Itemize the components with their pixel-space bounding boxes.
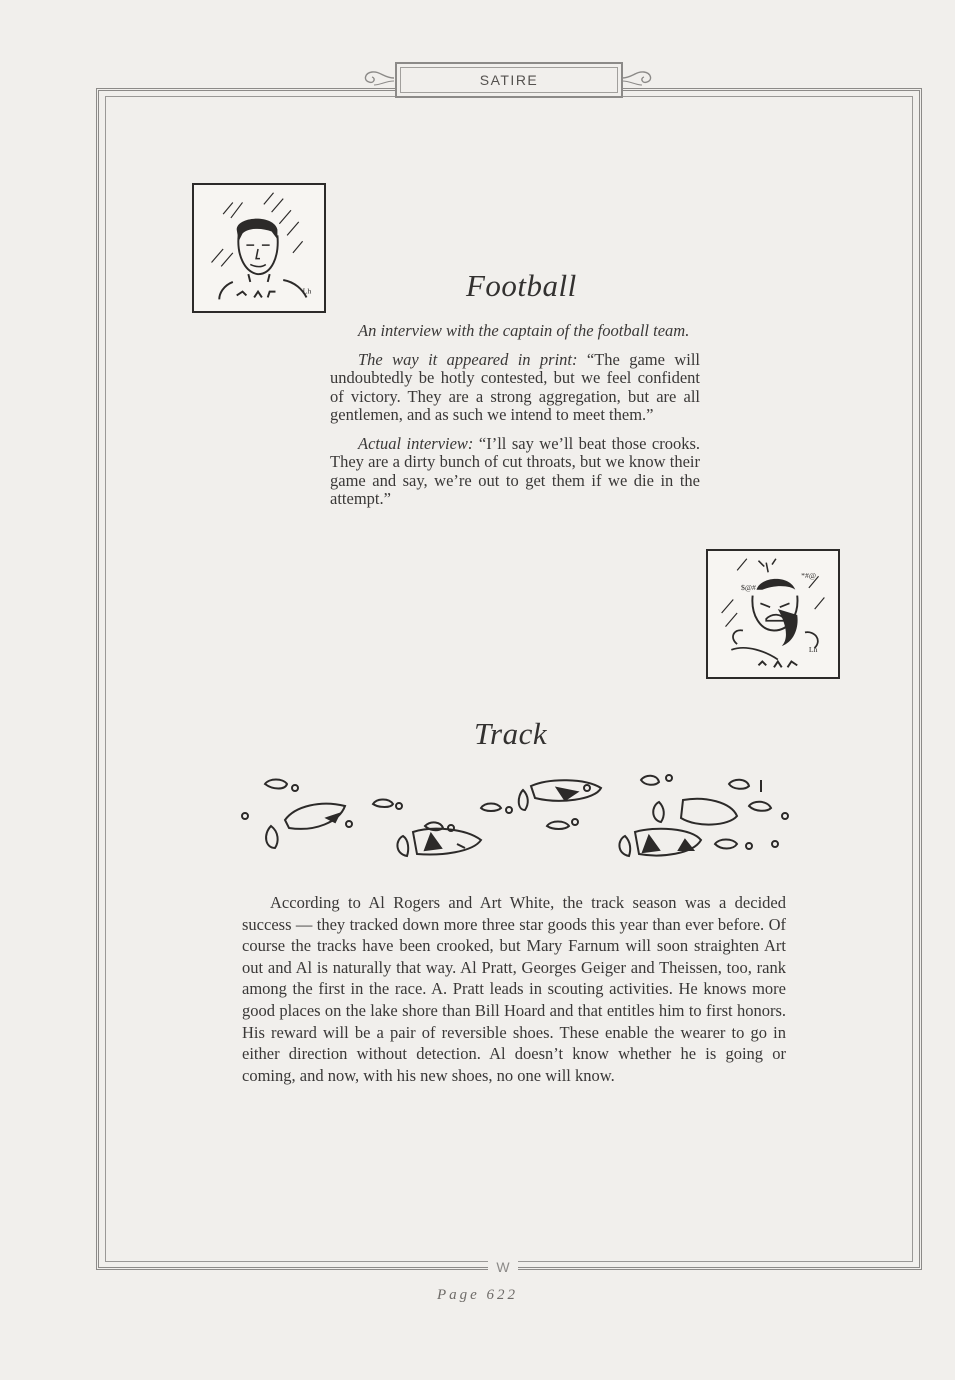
track-heading: Track [474, 716, 548, 751]
football-heading: Football [466, 268, 577, 303]
svg-text:$@#: $@# [741, 582, 756, 592]
section-header-label: SATIRE [479, 72, 539, 88]
footprint [265, 780, 287, 789]
section-header-plate [395, 62, 623, 98]
angry-captain-cartoon [706, 549, 840, 679]
football-column [330, 322, 700, 519]
header-scroll-ornament-right [622, 68, 658, 88]
football-captain-cartoon [192, 183, 326, 313]
svg-text:Lh: Lh [302, 286, 312, 296]
footprints-illustration [235, 770, 795, 865]
football-actual-quote: “I’ll say we’ll beat those crooks. They are a dirty bunch of cut throats, but we know their game and say, we’re out to get them if we die in the attempt.” [330, 433, 701, 508]
football-actual-paragraph [330, 435, 700, 509]
svg-text:*#@: *#@ [801, 571, 816, 581]
football-print-lead: The way it appeared in print: [358, 349, 578, 369]
bottom-border-ornament: W [488, 1258, 518, 1276]
football-actual-lead: Actual interview: [358, 433, 474, 453]
track-body-paragraph: According to Al Rogers and Art White, the track season was a decided success — they tracked down more three star goods this year than ever before. Of course the tracks have been crooked, but Mary Farnum will soon straighten Art out and Al is naturally that way. Al Pratt, Georges Geiger and Theissen, too, rank among the first in the race. A. Pratt leads in scouting activities. He knows more good places on the lake shore than Bill Hoard and that entitles him to first honors. His reward will be a pair of reversible shoes. These enable the wearer to go in either direction without detection. Al doesn’t know whether he is going or coming, and now, with his new shoes, no one will know. [242, 893, 786, 1085]
football-print-quote: “The game will undoubtedly be hotly contested, but we feel confident of victory. They are a strong aggregation, but are all gentlemen, and as such we intend to meet them.” [330, 349, 700, 424]
page-number: Page 622 [436, 1287, 519, 1303]
svg-text:Lh: Lh [808, 644, 818, 654]
header-scroll-ornament-left [358, 68, 394, 88]
football-intro-text: An interview with the captain of the football team. [358, 321, 690, 340]
football-intro [330, 322, 700, 341]
football-print-paragraph [330, 351, 700, 425]
